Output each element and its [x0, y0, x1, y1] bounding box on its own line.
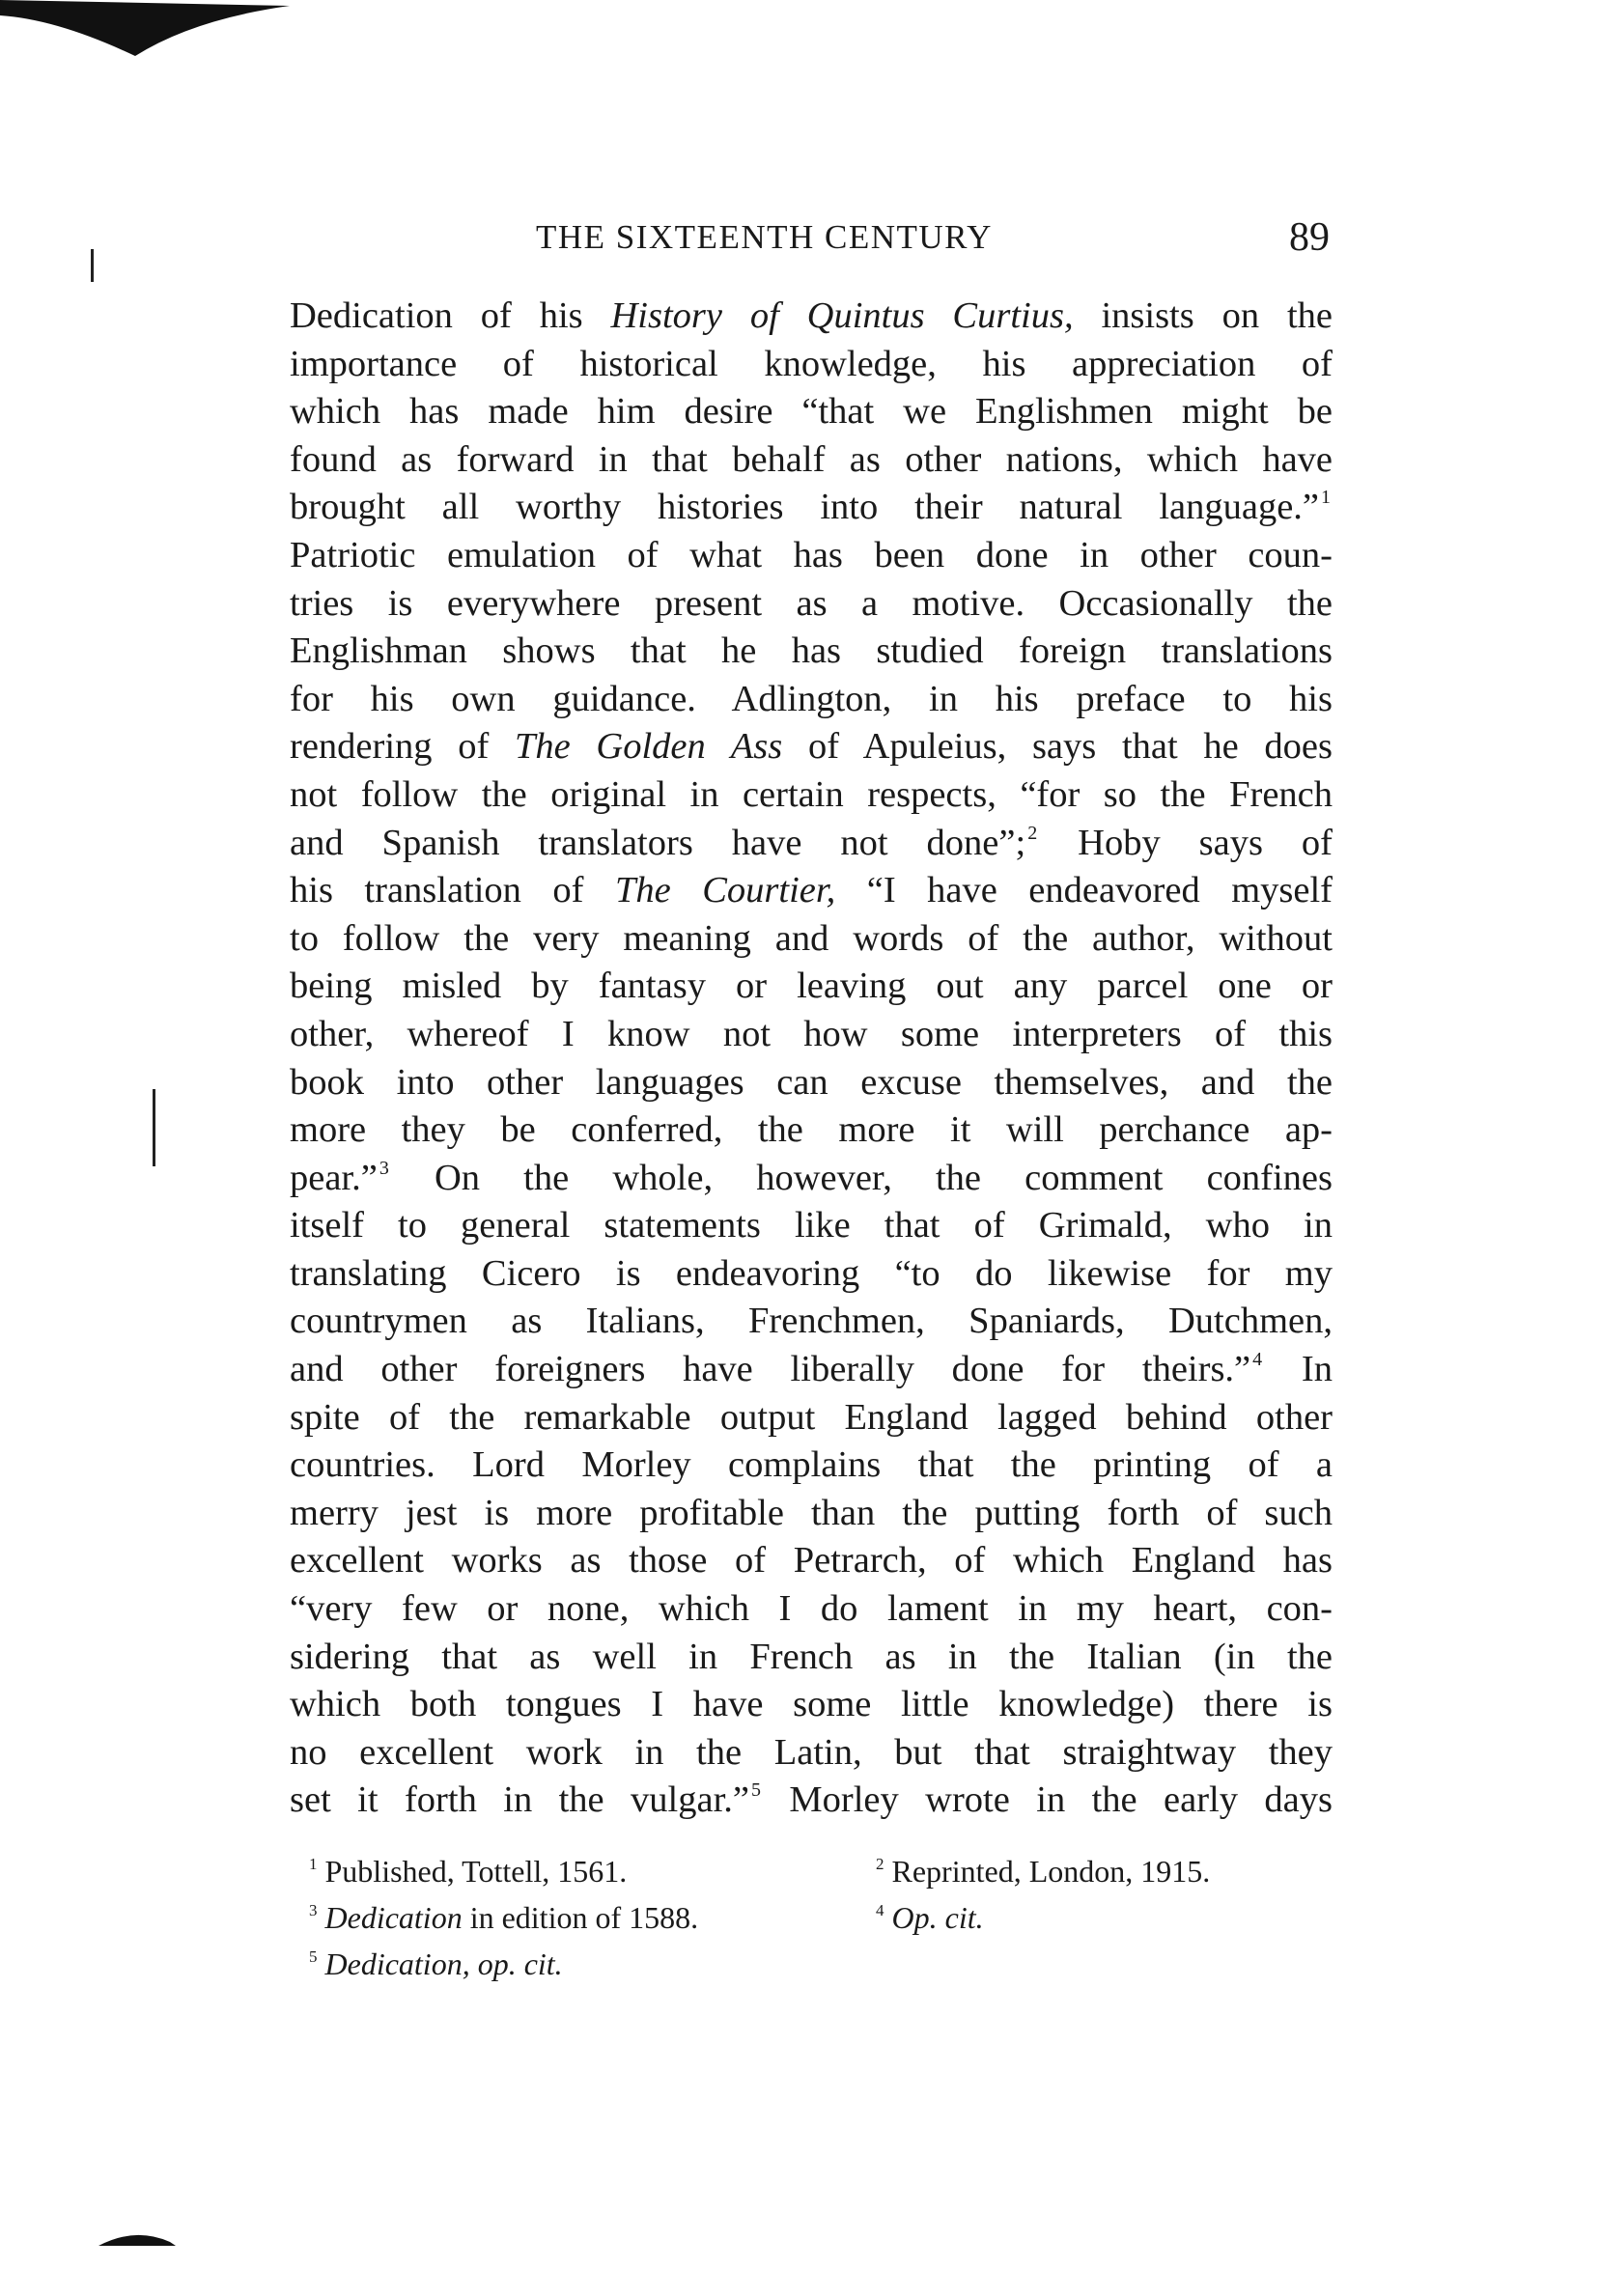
footnote: $^5$ Dedication, op. cit.	[309, 1946, 563, 1981]
text-line: tries is everywhere present as a motive. Occasionally the	[290, 582, 1333, 624]
text-line: pear.” $^3$ On the whole, however, the comment confines	[290, 1157, 1333, 1198]
text-line: excellent works as those of Petrarch, of which England has	[290, 1540, 1333, 1582]
footnote-ref: 2	[1027, 822, 1038, 844]
scan-edge-mark	[153, 1089, 155, 1166]
text-line: other, whereof I know not how some interpreters of this	[290, 1013, 1333, 1054]
scan-corner-mark	[0, 0, 309, 68]
text-line: sidering that as well in French as in the Italian (in the	[290, 1636, 1333, 1677]
page-title: THE SIXTEENTH CENTURY	[536, 218, 993, 256]
text-line: found as forward in that behalf as other nations, which have	[290, 438, 1333, 480]
text-line: translating Cicero is endeavoring “to do likewise for my	[290, 1252, 1333, 1294]
footnote: $^1$ Published, Tottell, 1561.	[309, 1854, 628, 1889]
text-line: countries. Lord Morley complains that the printing of a	[290, 1444, 1333, 1486]
text-line: more they be conferred, the more it will perchance ap-	[290, 1109, 1333, 1151]
text-line: book into other languages can excuse themselves, and the	[290, 1061, 1333, 1103]
body-text	[290, 293, 1333, 1825]
footnote: $^4$ Op. cit.	[876, 1900, 984, 1935]
text-line: no excellent work in the Latin, but that straightway they	[290, 1731, 1333, 1773]
text-line: which both tongues I have some little knowledge) there is	[290, 1684, 1333, 1725]
text-line: his translation of The Courtier, “I have endeavored myself	[290, 870, 1333, 911]
text-line: and Spanish translators have not done”; $^2$ Hoby says of	[290, 822, 1333, 863]
footnote: $^2$ Reprinted, London, 1915.	[876, 1854, 1211, 1889]
text-line: Dedication of his History of Quintus Curtius, insists on the	[290, 295, 1333, 336]
footnote-ref: 4	[1252, 1349, 1263, 1371]
footnote-ref: 5	[751, 1779, 761, 1802]
scan-bottom-mark	[97, 2221, 183, 2250]
text-line: and other foreigners have liberally done for theirs.” $^4$ In	[290, 1349, 1333, 1390]
scan-edge-mark	[91, 249, 94, 282]
text-line: to follow the very meaning and words of the author, without	[290, 917, 1333, 959]
footnote-ref: 3	[379, 1157, 389, 1179]
text-line: not follow the original in certain respects, “for so the French	[290, 773, 1333, 815]
text-line: merry jest is more profitable than the putting forth of such	[290, 1492, 1333, 1533]
text-line: spite of the remarkable output England lagged behind other	[290, 1396, 1333, 1438]
text-line: countrymen as Italians, Frenchmen, Spaniards, Dutchmen,	[290, 1301, 1333, 1342]
text-line: Patriotic emulation of what has been done in other coun-	[290, 534, 1333, 575]
footnote-ref: 1	[1321, 487, 1331, 509]
text-line: which has made him desire “that we Englishmen might be	[290, 391, 1333, 433]
text-line: brought all worthy histories into their natural language.” $^1$	[290, 487, 1331, 528]
text-line: “very few or none, which I do lament in my heart, con-	[290, 1588, 1333, 1630]
page-number: 89	[1289, 215, 1330, 260]
text-line: set it forth in the vulgar.” $^5$ Morley wrote in the early days	[290, 1779, 1333, 1821]
text-line: for his own guidance. Adlington, in his preface to his	[290, 678, 1333, 719]
text-line: itself to general statements like that of Grimald, who in	[290, 1205, 1333, 1246]
text-line: rendering of The Golden Ass of Apuleius, says that he does	[290, 726, 1333, 768]
text-line: importance of historical knowledge, his appreciation of	[290, 343, 1333, 384]
text-line: Englishman shows that he has studied foreign translations	[290, 630, 1333, 672]
footnote: $^3$ Dedication in edition of 1588.	[309, 1900, 699, 1935]
text-line: being misled by fantasy or leaving out any parcel one or	[290, 966, 1333, 1007]
